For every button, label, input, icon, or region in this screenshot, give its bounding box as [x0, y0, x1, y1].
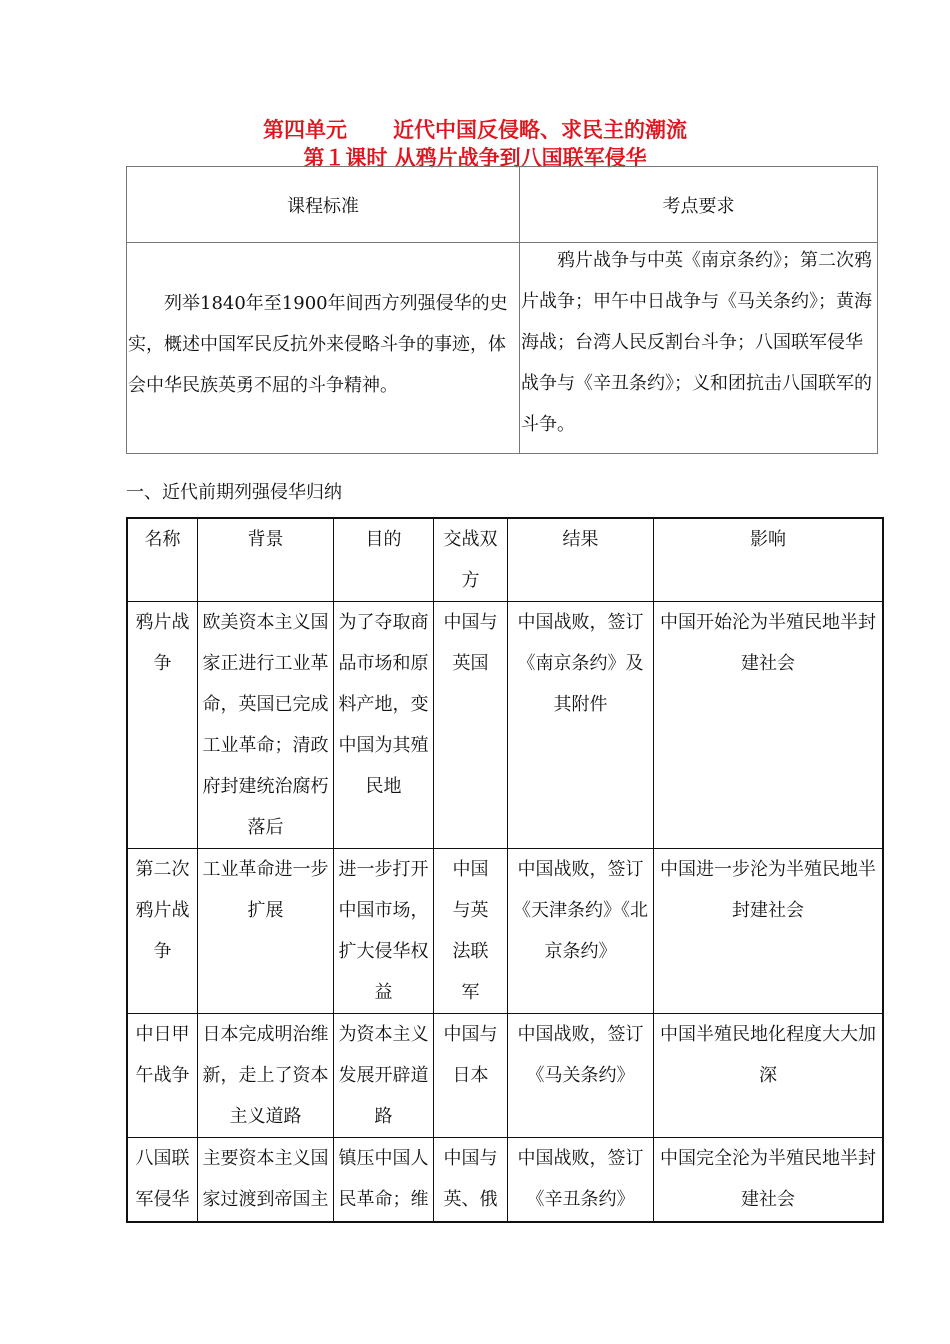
row-purpose: 为资本主义发展开辟道路 — [334, 1014, 434, 1138]
col-header-background: 背景 — [198, 518, 334, 602]
row-name: 八国联军侵华 — [127, 1138, 198, 1222]
requirements-cell — [520, 243, 878, 454]
standard-cell — [127, 243, 520, 454]
row-background: 日本完成明治维新，走上了资本主义道路 — [198, 1014, 334, 1138]
row-result: 中国战败，签订《天津条约》《北京条约》 — [508, 849, 654, 1014]
row-parties: 中国与英法联军 — [434, 849, 508, 1014]
row-background: 主要资本主义国家过渡到帝国主 — [198, 1138, 334, 1222]
col-header-purpose: 目的 — [334, 518, 434, 602]
row-result: 中国战败，签订《马关条约》 — [508, 1014, 654, 1138]
row-name: 第二次鸦片战争 — [127, 849, 198, 1014]
row-impact: 中国进一步沦为半殖民地半封建社会 — [654, 849, 884, 1014]
row-purpose: 进一步打开中国市场，扩大侵华权益 — [334, 849, 434, 1014]
row-parties: 中国与英、俄 — [434, 1138, 508, 1222]
table-row — [127, 849, 883, 1014]
col-header-impact: 影响 — [654, 518, 884, 602]
requirements-text: 鸦片战争与中英《南京条约》；第二次鸦片战争；甲午中日战争与《马关条约》；黄海海战；台湾人民反割台斗争；八国联军侵华战争与《辛丑条约》；义和团抗击八国联军的斗争。 — [521, 250, 872, 435]
header-standard: 课程标准 — [127, 167, 520, 243]
section-heading: 一、近代前期列强侵华归纳 — [126, 482, 342, 503]
standard-text: 列举1840年至1900年间西方列强侵华的史实，概述中国军民反抗外来侵略斗争的事迹，体会中华民族英勇不屈的斗争精神。 — [128, 293, 508, 396]
row-impact: 中国完全沦为半殖民地半封建社会 — [654, 1138, 884, 1222]
row-background: 工业革命进一步扩展 — [198, 849, 334, 1014]
row-purpose: 镇压中国人民革命；维 — [334, 1138, 434, 1222]
standards-table — [126, 166, 878, 454]
row-parties: 中国与英国 — [434, 602, 508, 849]
row-impact: 中国半殖民地化程度大大加深 — [654, 1014, 884, 1138]
table-row — [127, 1014, 883, 1138]
col-header-parties: 交战双方 — [434, 518, 508, 602]
header-requirements: 考点要求 — [520, 167, 878, 243]
row-name: 中日甲午战争 — [127, 1014, 198, 1138]
unit-title — [0, 116, 950, 144]
row-name: 鸦片战争 — [127, 602, 198, 849]
wars-table — [126, 517, 884, 1223]
row-background: 欧美资本主义国家正进行工业革命，英国已完成工业革命；清政府封建统治腐朽落后 — [198, 602, 334, 849]
col-header-result: 结果 — [508, 518, 654, 602]
table-header-row — [127, 518, 883, 602]
table-row — [127, 1138, 883, 1222]
row-impact: 中国开始沦为半殖民地半封建社会 — [654, 602, 884, 849]
unit-subject: 近代中国反侵略、求民主的潮流 — [393, 117, 687, 142]
row-result: 中国战败，签订《辛丑条约》 — [508, 1138, 654, 1222]
row-purpose: 为了夺取商品市场和原料产地，变中国为其殖民地 — [334, 602, 434, 849]
row-result: 中国战败，签订《南京条约》及其附件 — [508, 602, 654, 849]
row-parties: 中国与日本 — [434, 1014, 508, 1138]
col-header-name: 名称 — [127, 518, 198, 602]
lesson-title: 第１课时 从鸦片战争到八国联军侵华 — [303, 145, 647, 170]
table-row — [127, 602, 883, 849]
unit-label: 第四单元 — [263, 117, 347, 142]
